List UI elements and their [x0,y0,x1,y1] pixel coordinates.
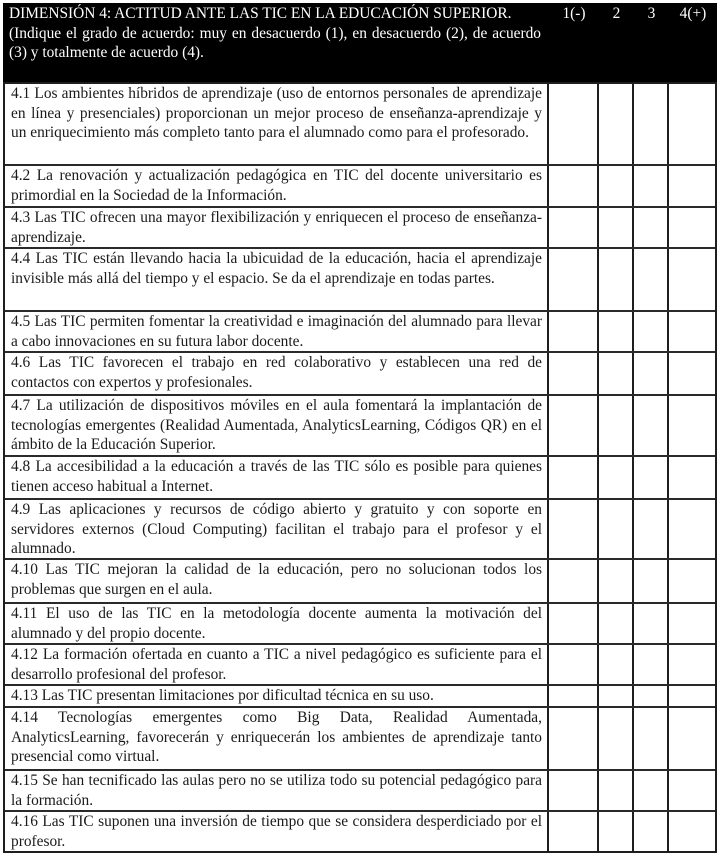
item-statement: 4.3 Las TIC ofrecen una mayor flexibilización y enriquecen el proceso de enseñanza-aprendizaje. [11,209,542,246]
table-row-4-16 [5,810,715,851]
item-statement: 4.16 Las TIC suponen una inversión de tiempo que se considera desperdiciado por el profesor. [11,813,542,850]
item-statement: 4.15 Se han tecnificado las aulas pero no se utiliza todo su potencial pedagógico para la formación. [11,772,542,809]
rating-cell-3[interactable] [632,686,667,706]
rating-cell-1[interactable] [547,208,597,247]
rating-cell-4[interactable] [667,645,715,684]
rating-cell-1[interactable] [547,166,597,206]
table-row-4-2 [5,164,715,206]
rating-cell-4[interactable] [667,812,715,851]
rating-cell-3[interactable] [632,708,667,769]
rating-cell-2[interactable] [597,208,632,247]
rating-cell-3[interactable] [632,166,667,206]
item-statement: 4.5 Las TIC permiten fomentar la creatividad e imaginación del alumnado para llevar a cabo innovaciones en su futura labor docente. [11,313,542,350]
rating-cell-3[interactable] [632,771,667,810]
item-statement: 4.10 Las TIC mejoran la calidad de la educación, pero no solucionan todos los problemas que surgen en el aula. [11,561,542,598]
rating-cell-1[interactable] [547,686,597,706]
rating-cell-2[interactable] [597,812,632,851]
table-row-4-14 [5,706,715,769]
rating-cell-2[interactable] [597,84,632,164]
rating-cell-1[interactable] [547,645,597,684]
rating-cell-1[interactable] [547,771,597,810]
rating-cell-4[interactable] [667,208,715,247]
item-statement: 4.2 La renovación y actualización pedagógica en TIC del docente universitario es primordial en la Sociedad de la Información. [11,167,542,204]
rating-cell-4[interactable] [667,604,715,643]
rating-cell-1[interactable] [547,604,597,643]
table-row-4-10 [5,558,715,602]
rating-cell-3[interactable] [632,312,667,351]
rating-cell-4[interactable] [667,312,715,351]
table-header [3,3,717,82]
rating-cell-1[interactable] [547,353,597,394]
rating-cell-2[interactable] [597,686,632,706]
item-statement: 4.14 Tecnologías emergentes como Big Data, Realidad Aumentada, AnalyticsLearning, favorecerán y enriquecerán los ambientes de aprendizaje tanto presencial como virtual. [11,709,542,766]
rating-cell-4[interactable] [667,708,715,769]
table-row-4-8 [5,455,715,498]
rating-cell-1[interactable] [547,312,597,351]
rating-cell-3[interactable] [632,500,667,558]
rating-cell-2[interactable] [597,312,632,351]
rating-instructions: (Indique el grado de acuerdo: muy en desacuerdo (1), en desacuerdo (2), de acuerdo (3) y totalmente de acuerdo (4). [9,24,541,61]
rating-cell-3[interactable] [632,249,667,310]
table-row-4-15 [5,769,715,810]
item-statement: 4.1 Los ambientes híbridos de aprendizaje (uso de entornos personales de aprendizaje en línea y presenciales) proporcionan un mejor proceso de enseñanza-aprendizaje y un enriquecimiento más completo tanto para el alumnado como para el profesorado. [11,85,542,142]
item-statement: 4.11 El uso de las TIC en la metodología docente aumenta la motivación del alumnado y del propio docente. [11,605,542,642]
rating-cell-3[interactable] [632,84,667,164]
rating-cell-3[interactable] [632,396,667,455]
rating-cell-2[interactable] [597,560,632,602]
survey-items [3,82,717,853]
rating-cell-2[interactable] [597,500,632,558]
rating-cell-2[interactable] [597,708,632,769]
rating-cell-1[interactable] [547,560,597,602]
rating-cell-1[interactable] [547,396,597,455]
rating-cell-2[interactable] [597,771,632,810]
rating-cell-1[interactable] [547,457,597,498]
rating-cell-3[interactable] [632,812,667,851]
rating-cell-3[interactable] [632,604,667,643]
rating-cell-4[interactable] [667,500,715,558]
table-row-4-3 [5,206,715,247]
attitude-survey-table [3,3,717,853]
item-statement: 4.4 Las TIC están llevando hacia la ubicuidad de la educación, hacia el aprendizaje invisible más allá del tiempo y el espacio. Se da el aprendizaje en todas partes. [11,250,542,287]
table-row-4-6 [5,351,715,394]
rating-cell-2[interactable] [597,249,632,310]
rating-cell-4[interactable] [667,560,715,602]
rating-cell-4[interactable] [667,166,715,206]
rating-cell-3[interactable] [632,560,667,602]
rating-cell-2[interactable] [597,166,632,206]
rating-cell-4[interactable] [667,686,715,706]
header-text-block [9,4,541,63]
table-row-4-11 [5,602,715,643]
rating-cell-3[interactable] [632,645,667,684]
item-statement: 4.9 Las aplicaciones y recursos de código abierto y gratuito y con soporte en servidores externos (Cloud Computing) facilitan el trabajo para el profesor y el alumnado. [11,501,542,558]
item-statement: 4.13 Las TIC presentan limitaciones por dificultad técnica en su uso. [11,687,434,704]
rating-cell-4[interactable] [667,771,715,810]
rating-cell-1[interactable] [547,84,597,164]
table-row-4-4 [5,247,715,310]
rating-cell-3[interactable] [632,208,667,247]
table-row-4-9 [5,498,715,558]
rating-cell-4[interactable] [667,249,715,310]
rating-cell-1[interactable] [547,708,597,769]
table-row-4-12 [5,643,715,684]
table-row-4-5 [5,310,715,351]
scale-header-2: 2 [612,5,621,22]
table-row-4-7 [5,394,715,455]
rating-cell-4[interactable] [667,84,715,164]
dimension-title: DIMENSIÓN 4: ACTITUD ANTE LAS TIC EN LA EDUCACIÓN SUPERIOR. [9,5,512,22]
rating-cell-3[interactable] [632,353,667,394]
rating-cell-4[interactable] [667,353,715,394]
rating-cell-2[interactable] [597,353,632,394]
rating-cell-1[interactable] [547,812,597,851]
scale-header-3: 3 [647,5,656,22]
item-statement: 4.7 La utilización de dispositivos móviles en el aula fomentará la implantación de tecnologías emergentes (Realidad Aumentada, AnalyticsLearning, Códigos QR) en el ámbito de la Educación Superior. [11,397,542,454]
table-row-4-13 [5,684,715,706]
item-statement: 4.6 Las TIC favorecen el trabajo en red colaborativo y establecen una red de contactos con expertos y profesionales. [11,354,542,391]
scale-header-1: 1(-) [562,5,586,22]
rating-cell-2[interactable] [597,604,632,643]
item-statement: 4.12 La formación ofertada en cuanto a TIC a nivel pedagógico es suficiente para el desarrollo profesional del profesor. [11,646,542,683]
rating-cell-1[interactable] [547,249,597,310]
rating-cell-2[interactable] [597,645,632,684]
rating-cell-4[interactable] [667,396,715,455]
rating-cell-4[interactable] [667,457,715,498]
rating-cell-3[interactable] [632,457,667,498]
table-row-4-1 [5,82,715,164]
item-statement: 4.8 La accesibilidad a la educación a través de las TIC sólo es posible para quienes tienen acceso habitual a Internet. [11,458,542,495]
rating-cell-2[interactable] [597,457,632,498]
rating-cell-1[interactable] [547,500,597,558]
rating-cell-2[interactable] [597,396,632,455]
scale-header-4: 4(+) [679,5,707,22]
